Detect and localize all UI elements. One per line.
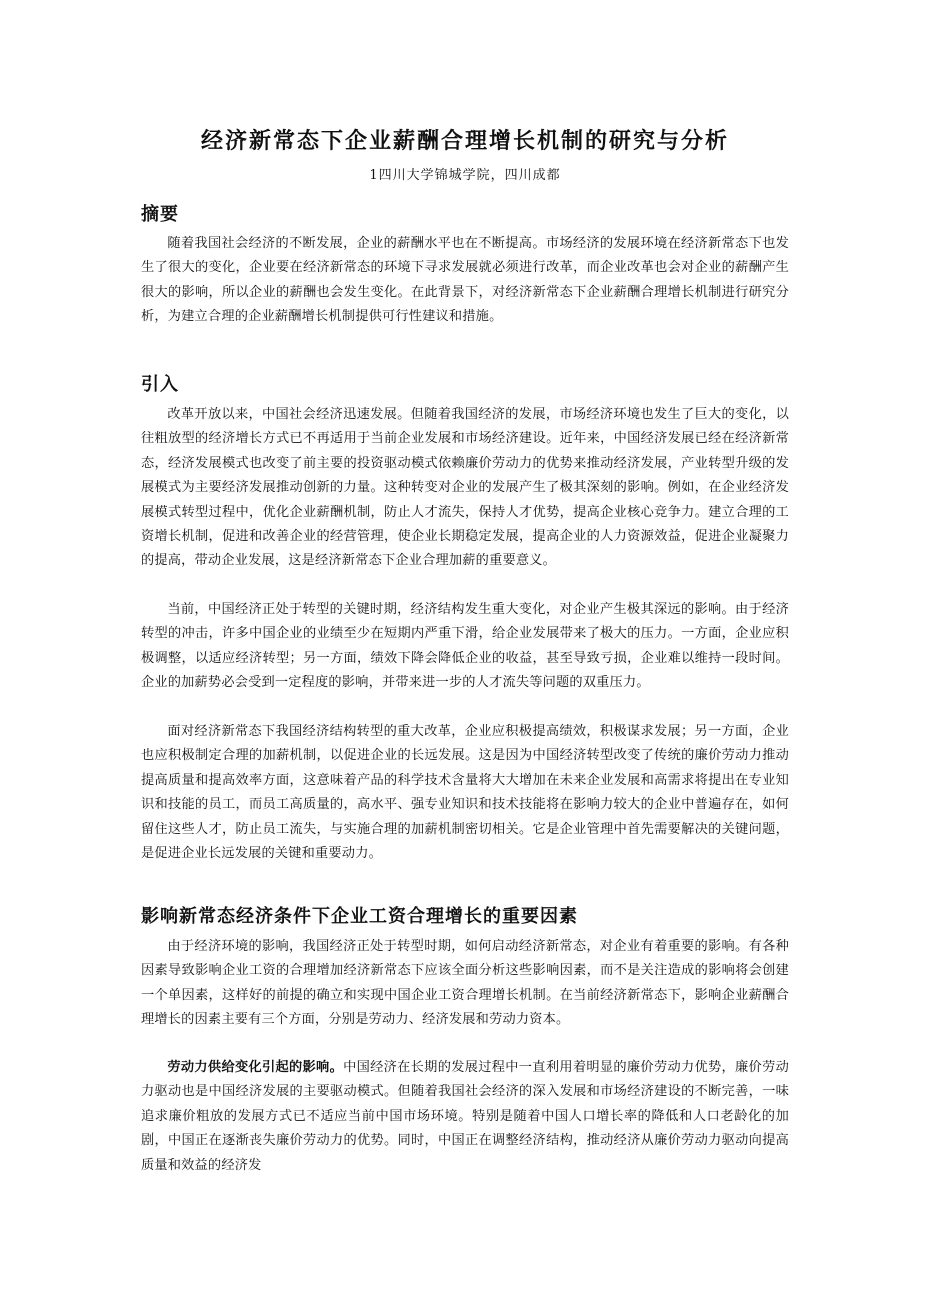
section-heading-intro: 引入	[141, 374, 179, 395]
paper-title: 经济新常态下企业薪酬合理增长机制的研究与分析	[200, 128, 729, 154]
abstract-paragraph: 随着我国社会经济的不断发展，企业的薪酬水平也在不断提高。市场经济的发展环境在经济新常态下也发生了很大的变化，企业要在经济新常态的环境下寻求发展就必须进行改革，而企业改革也会对企业的薪酬产生很大的影响，所以企业的薪酬也会发生变化。在此背景下，对经济新常态下企业薪酬合理增长机制进行研究分析，为建立合理的企业薪酬增长机制提供可行性建议和措施。	[141, 236, 789, 325]
section-heading-abstract: 摘要	[141, 204, 179, 225]
factors-paragraph-2	[141, 1056, 789, 1178]
factors-paragraph-2-lead: 劳动力供给变化引起的影响。	[167, 1060, 344, 1075]
intro-paragraph-2: 当前，中国经济正处于转型的关键时期，经济结构发生重大变化，对企业产生极其深远的影响。由于经济转型的冲击，许多中国企业的业绩至少在短期内严重下滑，给企业发展带来了极大的压力。一方面，企业应积极调整，以适应经济转型；另一方面，绩效下降会降低企业的收益，甚至导致亏损，企业难以维持一段时间。企业的加薪势必会受到一定程度的影响，并带来进一步的人才流失等问题的双重压力。	[141, 602, 789, 691]
factors-paragraph-1: 由于经济环境的影响，我国经济正处于转型时期，如何启动经济新常态，对企业有着重要的影响。有各种因素导致影响企业工资的合理增加经济新常态下应该全面分析这些影响因素，而不是关注造成的影响将会创建一个单因素，这样好的前提的确立和实现中国企业工资合理增长机制。在当前经济新常态下，影响企业薪酬合理增长的因素主要有三个方面，分别是劳动力、经济发展和劳动力资本。	[141, 939, 789, 1028]
section-heading-factors: 影响新常态经济条件下企业工资合理增长的重要因素	[141, 906, 578, 927]
factors-paragraph-2-body: 中国经济在长期的发展过程中一直利用着明显的廉价劳动力优势，廉价劳动力驱动也是中国经济发展的主要驱动模式。但随着我国社会经济的深入发展和市场经济建设的不断完善，一味追求廉价粗放的发展方式已不适应当前中国市场环境。特别是随着中国人口增长率的降低和人口老龄化的加剧，中国正在逐渐丧失廉价劳动力的优势。同时，中国正在调整经济结构，推动经济从廉价劳动力驱动向提高质量和效益的经济发	[141, 1060, 789, 1173]
author-affiliation: 1四川大学锦城学院，四川成都	[369, 168, 561, 183]
intro-paragraph-1: 改革开放以来，中国社会经济迅速发展。但随着我国经济的发展，市场经济环境也发生了巨大的变化，以往粗放型的经济增长方式已不再适用于当前企业发展和市场经济建设。近年来，中国经济发展已经在经济新常态，经济发展模式也改变了前主要的投资驱动模式依赖廉价劳动力的优势来推动经济发展，产业转型升级的发展模式为主要经济发展推动创新的力量。这种转变对企业的发展产生了极其深刻的影响。例如，在企业经济发展模式转型过程中，优化企业薪酬机制，防止人才流失，保持人才优势，提高企业核心竞争力。建立合理的工资增长机制，促进和改善企业的经营管理，使企业长期稳定发展，提高企业的人力资源效益，促进企业凝聚力的提高，带动企业发展，这是经济新常态下企业合理加薪的重要意义。	[141, 407, 789, 569]
intro-paragraph-3: 面对经济新常态下我国经济结构转型的重大改革，企业应积极提高绩效，积极谋求发展；另一方面，企业也应积极制定合理的加薪机制，以促进企业的长远发展。这是因为中国经济转型改变了传统的廉价劳动力推动提高质量和提高效率方面，这意味着产品的科学技术含量将大大增加在未来企业发展和高需求将提出在专业知识和技能的员工，而员工高质量的，高水平、强专业知识和技术技能将在影响力较大的企业中普遍存在，如何留住这些人才，防止员工流失，与实施合理的加薪机制密切相关。它是企业管理中首先需要解决的关键问题，是促进企业长远发展的关键和重要动力。	[141, 724, 789, 862]
